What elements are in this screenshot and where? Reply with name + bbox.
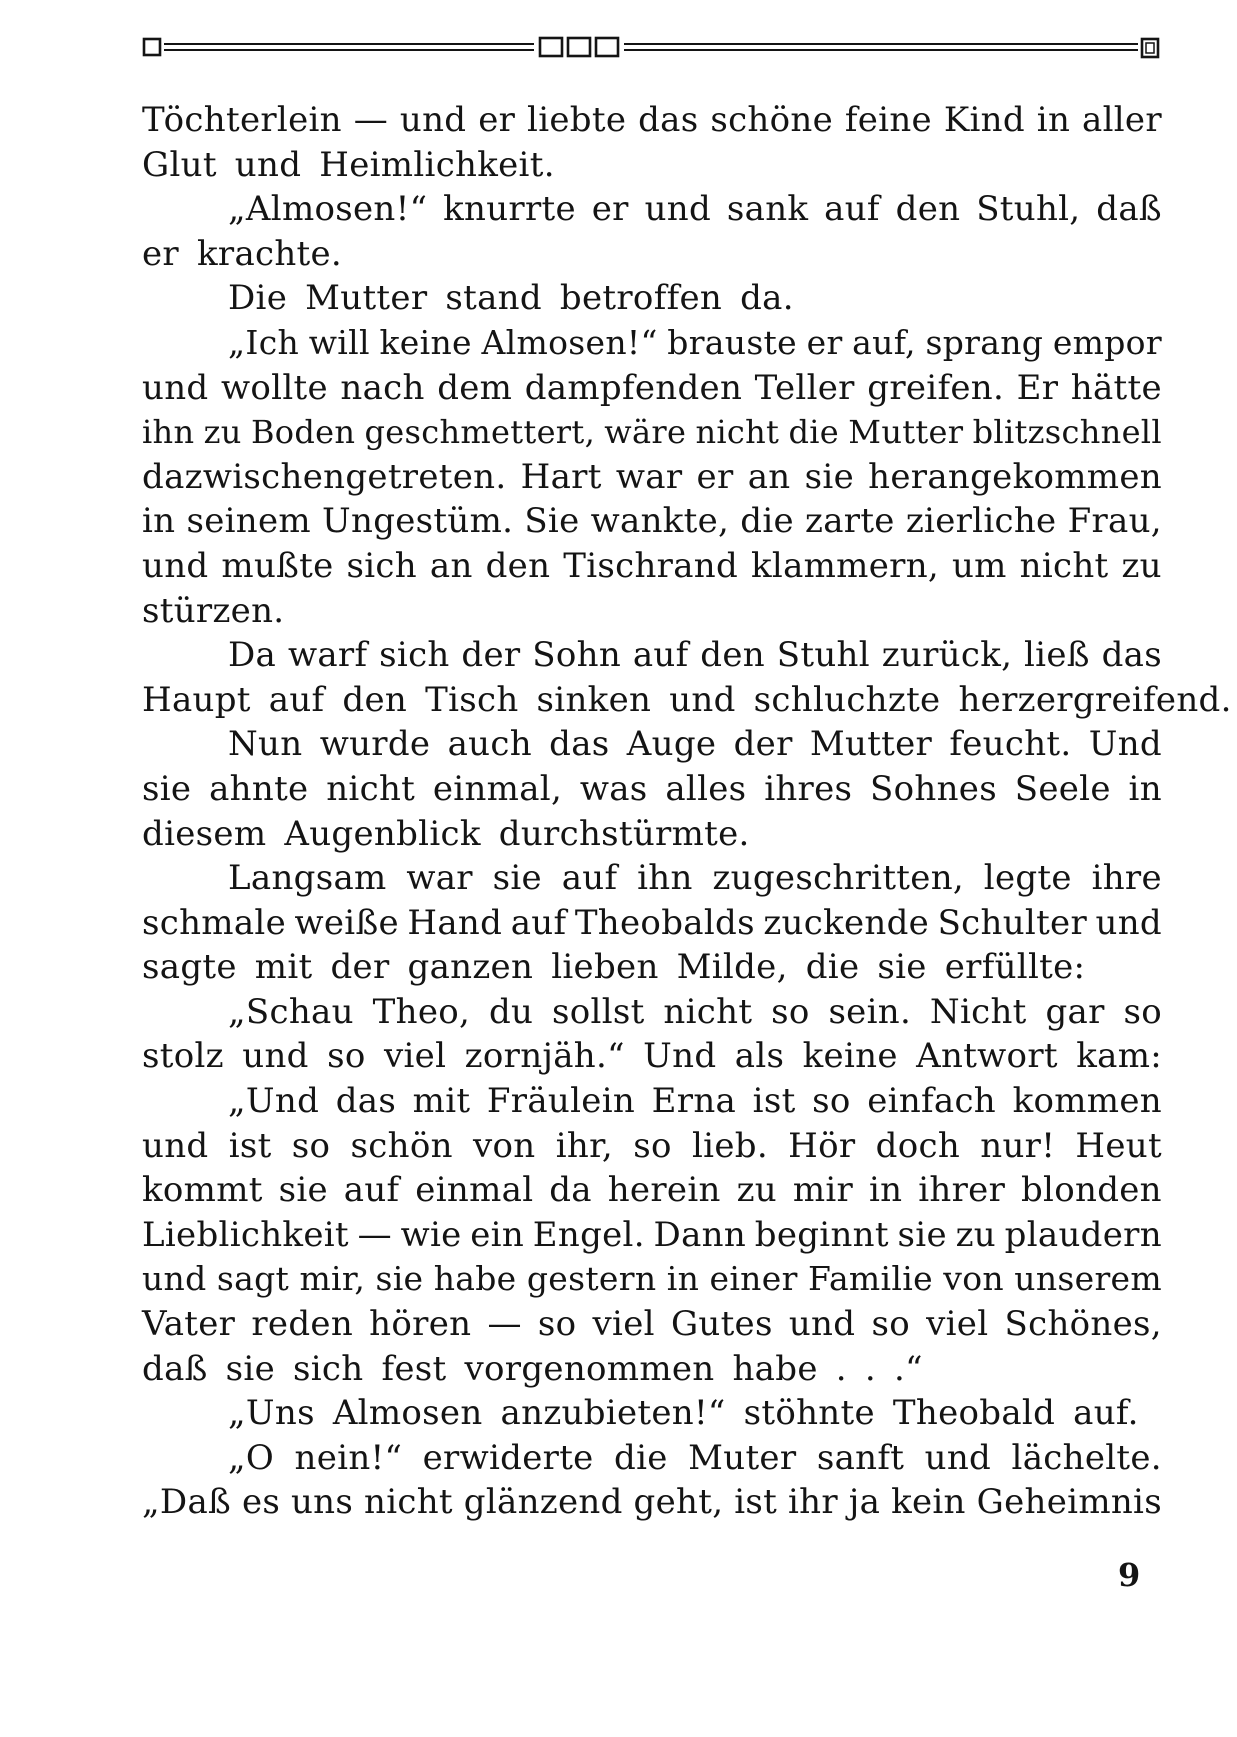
text-line: und ist so schön von ihr, so lieb. Hör doch nur! Heut	[142, 1125, 1162, 1166]
text-line: sie ahnte nicht einmal, was alles ihres Sohnes Seele in	[142, 768, 1162, 809]
text-line: diesem Augenblick durchstürmte.	[142, 813, 750, 854]
text-line: Glut und Heimlichkeit.	[142, 144, 555, 185]
text-line: Da warf sich der Sohn auf den Stuhl zurück, ließ das	[228, 635, 1162, 676]
text-line: „Almosen!“ knurrte er und sank auf den Stuhl, daß	[228, 189, 1162, 230]
header-rule-ornament	[142, 34, 1162, 64]
text-line: Die Mutter stand betroffen da.	[228, 278, 794, 319]
text-line: Vater reden hören — so viel Gutes und so viel Schönes,	[142, 1304, 1162, 1345]
text-line: stürzen.	[142, 590, 285, 631]
text-line: er krachte.	[142, 233, 343, 274]
text-line: „Uns Almosen anzubieten!“ stöhnte Theobald auf.	[228, 1393, 1139, 1434]
text-line: Nun wurde auch das Auge der Mutter feucht. Und	[228, 724, 1162, 765]
text-line: und sagt mir, sie habe gestern in einer Familie von unserem	[142, 1259, 1162, 1299]
ornament-square-center-1	[540, 38, 562, 56]
text-line: stolz und so viel zornjäh.“ Und als keine Antwort kam:	[142, 1036, 1162, 1077]
ornament-square-center-3	[596, 38, 618, 56]
text-line: „Und das mit Fräulein Erna ist so einfach kommen	[228, 1081, 1162, 1122]
text-line: Langsam war sie auf ihn zugeschritten, legte ihre	[228, 858, 1162, 899]
text-line: ihn zu Boden geschmettert, wäre nicht die Mutter blitzschnell	[142, 413, 1162, 452]
text-line: in seinem Ungestüm. Sie wankte, die zarte zierliche Frau,	[142, 501, 1162, 542]
body-text	[142, 98, 1232, 1525]
ornament-square-center-2	[568, 38, 590, 56]
text-line: und wollte nach dem dampfenden Teller greifen. Er hätte	[142, 367, 1162, 408]
text-line: Lieblichkeit — wie ein Engel. Dann beginnt sie zu plaudern	[142, 1214, 1162, 1255]
text-line: Haupt auf den Tisch sinken und schluchzte herzergreifend.	[142, 679, 1232, 720]
text-line: kommt sie auf einmal da herein zu mir in ihrer blonden	[142, 1170, 1162, 1211]
ornament-square-right	[1142, 39, 1158, 57]
text-line: sagte mit der ganzen lieben Milde, die sie erfüllte:	[142, 947, 1086, 988]
text-line: „Schau Theo, du sollst nicht so sein. Nicht gar so	[228, 991, 1162, 1032]
header-rule-svg	[142, 34, 1162, 64]
text-line: „Daß es uns nicht glänzend geht, ist ihr ja kein Geheimnis	[142, 1482, 1162, 1523]
text-line: Töchterlein — und er liebte das schöne feine Kind in aller	[142, 100, 1162, 140]
text-line: „Ich will keine Almosen!“ brauste er auf, sprang empor	[228, 322, 1162, 362]
text-line: dazwischengetreten. Hart war er an sie herangekommen	[142, 456, 1162, 497]
ornament-square-left	[144, 39, 160, 55]
text-line: „O nein!“ erwiderte die Muter sanft und lächelte.	[228, 1437, 1162, 1478]
text-line: und mußte sich an den Tischrand klammern, um nicht zu	[142, 545, 1162, 586]
text-line: daß sie sich fest vorgenommen habe . . .“	[142, 1348, 923, 1389]
page-number: 9	[1118, 1556, 1141, 1594]
ornament-square-right-inner	[1146, 43, 1154, 53]
text-line: schmale weiße Hand auf Theobalds zuckende Schulter und	[142, 902, 1162, 943]
